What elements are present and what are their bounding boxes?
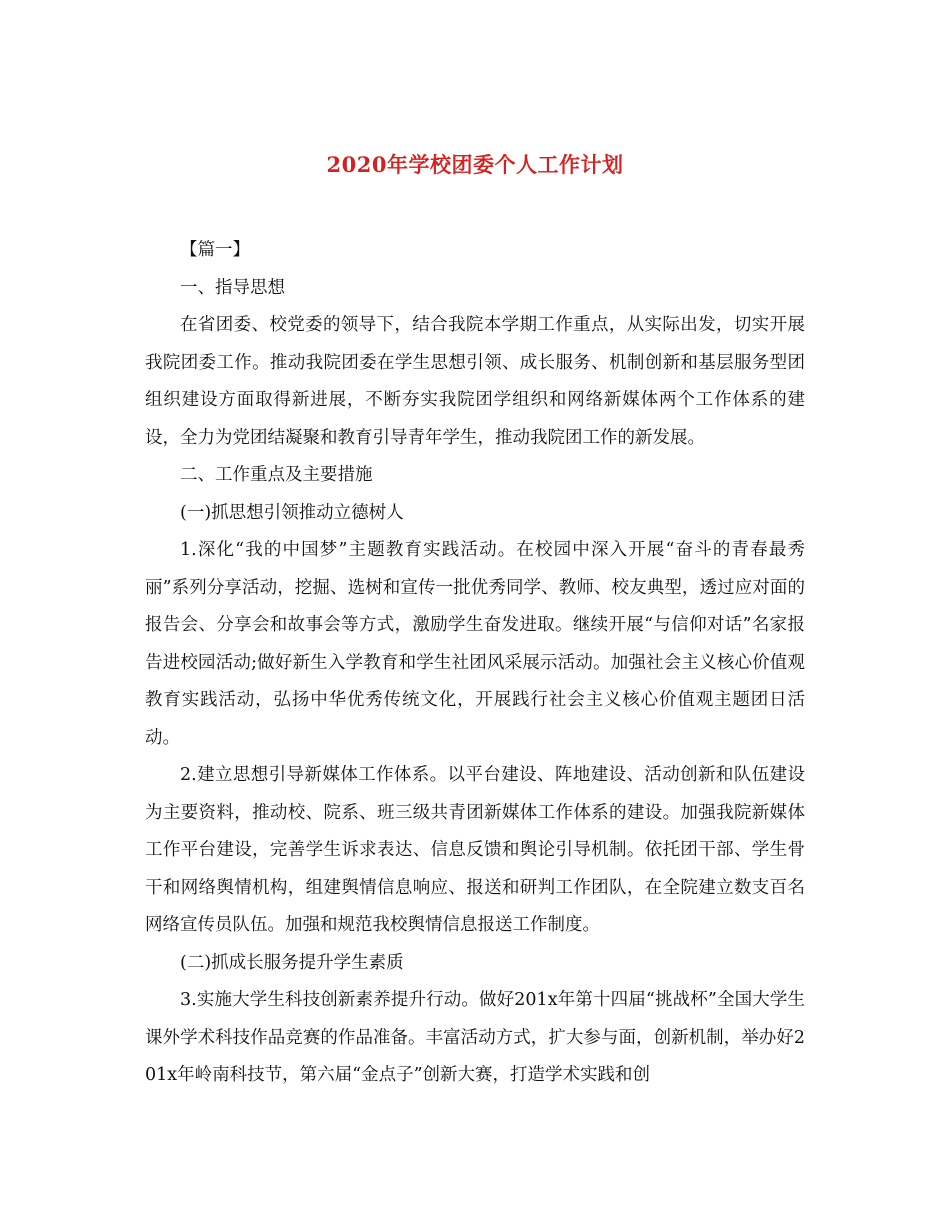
heading-key-work: 二、工作重点及主要措施 — [180, 465, 373, 485]
document-body — [145, 232, 805, 1095]
paragraph-item-3: 3.实施大学生科技创新素养提升行动。做好201x年第十四届“挑战杯”全国大学生课外学术科技作品竞赛的作品准备。丰富活动方式，扩大参与面，创新机制，举办好201x年岭南科技节，第六届“金点子”创新大赛，打造学术实践和创 — [145, 990, 805, 1085]
section-label: 【篇一】 — [180, 240, 250, 260]
paragraph-guiding-ideology: 在省团委、校党委的领导下，结合我院本学期工作重点，从实际出发，切实开展我院团委工作。推动我院团委在学生思想引领、成长服务、机制创新和基层服务型团组织建设方面取得新进展，不断夯实我院团学组织和网络新媒体两个工作体系的建设，全力为党团结凝聚和教育引导青年学生，推动我院团工作的新发展。 — [145, 315, 805, 448]
subheading-ideological-guidance: (一)抓思想引领推动立德树人 — [180, 502, 404, 523]
paragraph-item-1: 1.深化“我的中国梦”主题教育实践活动。在校园中深入开展“奋斗的青春最秀丽”系列分享活动，挖掘、选树和宣传一批优秀同学、教师、校友典型，透过应对面的报告会、分享会和故事会等方式，激励学生奋发进取。继续开展“与信仰对话”名家报告进校园活动;做好新生入学教育和学生社团风采展示活动。加强社会主义核心价值观教育实践活动，弘扬中华优秀传统文化，开展践行社会主义核心价值观主题团日活动。 — [145, 540, 805, 748]
subheading-growth-service: (二)抓成长服务提升学生素质 — [180, 952, 404, 973]
heading-guiding-ideology: 一、指导思想 — [180, 277, 285, 298]
document-title: 2020年学校团委个人工作计划 — [326, 152, 624, 177]
paragraph-item-2: 2.建立思想引导新媒体工作体系。以平台建设、阵地建设、活动创新和队伍建设为主要资料，推动校、院系、班三级共青团新媒体工作体系的建设。加强我院新媒体工作平台建设，完善学生诉求表达、信息反馈和舆论引导机制。依托团干部、学生骨干和网络舆情机构，组建舆情信息响应、报送和研判工作团队，在全院建立数支百名网络宣传员队伍。加强和规范我校舆情信息报送工作制度。 — [145, 765, 805, 935]
